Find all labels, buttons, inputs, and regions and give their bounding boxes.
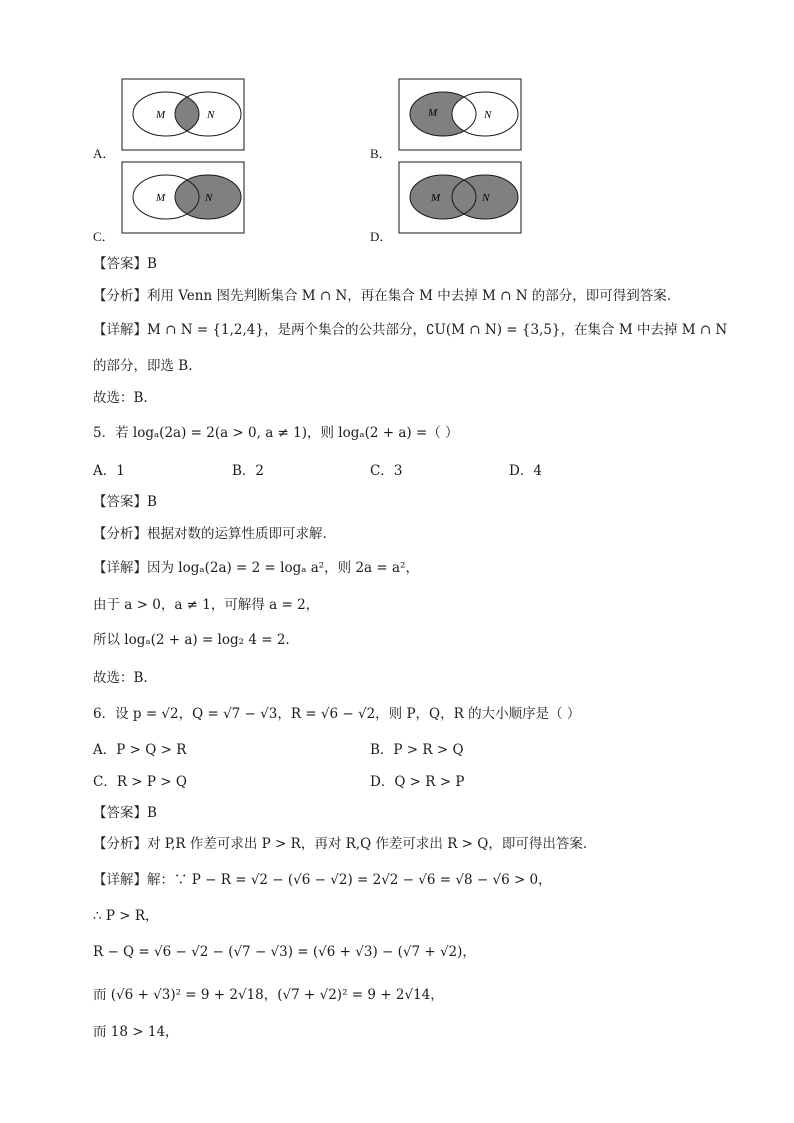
q6-detail-line-4: 而 (√6 + √3)² = 9 + 2√18，(√7 + √2)² = 9 + 2√14，: [93, 987, 444, 1003]
q6-detail-line-3: R − Q = √6 − √2 − (√7 − √3) = (√6 + √3) − (√7 + √2)，: [93, 944, 476, 960]
q6-option-b: B．P > R > Q: [370, 742, 464, 758]
q6-detail-line-1: 【详解】解：∵ P − R = √2 − (√6 − √2) = 2√2 − √6 = √8 − √6 > 0，: [93, 872, 552, 888]
venn-d-label-m: M: [431, 192, 441, 204]
venn-a-label-m: M: [156, 109, 166, 121]
option-b-letter: B．: [370, 146, 392, 161]
q5-option-b: B．2: [232, 463, 265, 479]
q6-detail-line-2: ∴ P > R，: [93, 908, 159, 924]
q5-detail-line-2: 由于 a > 0，a ≠ 1，可解得 a = 2，: [93, 597, 320, 613]
venn-diagram-c: [121, 161, 247, 235]
option-a-letter: A．: [93, 146, 116, 161]
venn-a-label-n: N: [207, 109, 215, 121]
venn-c-label-m: M: [156, 192, 166, 204]
venn-b-label-m: M: [428, 107, 438, 119]
q4-detail-line-1: 【详解】M ∩ N = {1,2,4}，是两个集合的公共部分，∁U(M ∩ N) = {3,5}，在集合 M 中去掉 M ∩ N: [93, 322, 728, 338]
venn-c-label-n: N: [205, 192, 213, 204]
q5-answer: 【答案】B: [93, 494, 157, 510]
q5-option-d: D．4: [509, 463, 542, 479]
q5-option-c: C．3: [370, 463, 403, 479]
venn-diagram-b: [398, 78, 524, 152]
q5-detail-line-1: 【详解】因为 logₐ(2a) = 2 = logₐ a²，则 2a = a²，: [93, 560, 419, 576]
q6-detail-line-5: 而 18 > 14，: [93, 1024, 179, 1040]
q4-choice: 故选：B.: [93, 390, 148, 406]
q5-choice: 故选：B.: [93, 670, 148, 686]
q6-option-c: C．R > P > Q: [93, 774, 187, 790]
q4-detail-line-2: 的部分，即选 B.: [93, 358, 193, 374]
q5-option-a: A．1: [93, 463, 125, 479]
q6-stem: 6．设 p = √2，Q = √7 − √3，R = √6 − √2，则 P，Q，R 的大小顺序是（ ）: [93, 706, 581, 722]
q6-answer: 【答案】B: [93, 805, 157, 821]
q6-option-a: A．P > Q > R: [93, 742, 187, 758]
q6-option-d: D．Q > R > P: [370, 774, 465, 790]
venn-diagram-a: [121, 78, 247, 152]
venn-b-label-n: N: [484, 109, 492, 121]
q4-analysis: 【分析】利用 Venn 图先判断集合 M ∩ N，再在集合 M 中去掉 M ∩ N 的部分，即可得到答案.: [93, 288, 672, 304]
venn-diagram-d: [398, 161, 524, 235]
q5-stem: 5．若 logₐ(2a) = 2(a > 0, a ≠ 1)，则 logₐ(2 + a) =（ ）: [93, 425, 459, 441]
q6-analysis: 【分析】对 P,R 作差可求出 P > R，再对 R,Q 作差可求出 R > Q，即可得出答案.: [93, 836, 588, 852]
option-d-letter: D．: [370, 229, 393, 244]
venn-d-label-n: N: [482, 192, 490, 204]
q5-detail-line-3: 所以 logₐ(2 + a) = log₂ 4 = 2.: [93, 632, 290, 648]
q4-answer: 【答案】B: [93, 256, 157, 272]
option-c-letter: C．: [93, 229, 115, 244]
q5-analysis: 【分析】根据对数的运算性质即可求解.: [93, 526, 327, 542]
